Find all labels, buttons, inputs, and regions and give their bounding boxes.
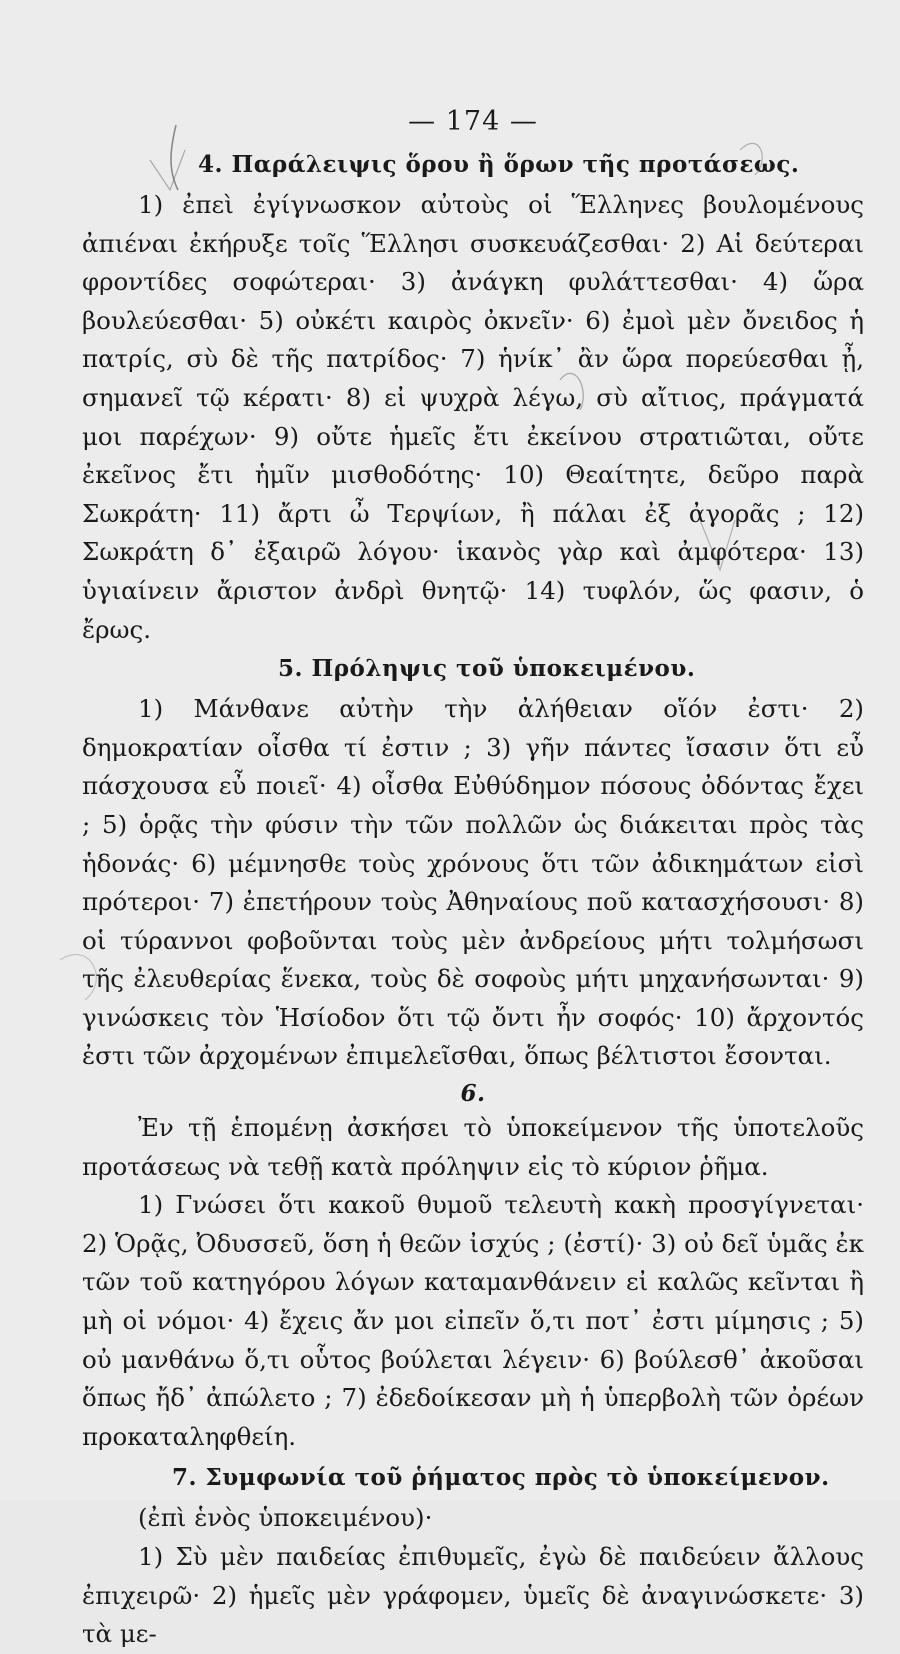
section-7-subheading: (ἐπὶ ἑνὸς ὑποκειμένου)· <box>138 1503 433 1533</box>
section-5-text: 1) Μάνθανε αὐτὴν τὴν ἀλήθειαν οἵόν ἐστι· 2) δημοκρατίαν οἶσθα τί ἐστιν ; 3) γῆν πάντες ἴσασιν ὅτι εὖ πάσχουσα εὖ ποιεῖ· 4) οἶσθα Εὐθύδημον πόσους ὀδόντας ἔχει ; 5) ὁρᾷς τὴν φύσιν τὴν τῶν πολλῶν ὡς διάκειται πρὸς τὰς ἡδονάς· 6) μέμνησθε τοὺς χρόνους ὅτι τῶν ἀδικημάτων εἰσὶ πρότεροι· 7) ἐπετήρουν τοὺς Ἀθηναίους ποῦ κατασχήσουσι· 8) οἱ τύραννοι φοβοῦνται τοὺς μὲν ἀνδρείους μήτι τολμήσωσι τῆς ἐλευθερίας ἕνεκα, τοὺς δὲ σοφοὺς μήτι μηχανήσωνται· 9) γινώσκεις τὸν Ἡσίοδον ὅτι τῷ ὄντι ἦν σοφός· 10) ἄρχοντός ἐστι τῶν ἀρχομένων ἐπιμελεῖσθαι, ὅπως βέλτιστοι ἔσονται. <box>82 694 864 1071</box>
section-7-text: 1) Σὺ μὲν παιδείας ἐπιθυμεῖς, ἐγὼ δὲ παιδεύειν ἄλλους ἐπιχειρῶ· 2) ἡμεῖς μὲν γράφομεν, ὑμεῖς δὲ ἀναγινώσκετε· 3) τὰ με- <box>82 1542 864 1649</box>
section-6-text: 1) Γνώσει ὅτι κακοῦ θυμοῦ τελευτὴ κακὴ προσγίγνεται· 2) Ὁρᾷς, Ὀδυσσεῦ, ὅση ἡ θεῶν ἰσχύς ; (ἐστί)· 3) οὐ δεῖ ὑμᾶς ἐκ τῶν τοῦ κατηγόρου λόγων καταμανθάνειν εἰ καλῶς κεῖνται ἢ μὴ οἱ νόμοι· 4) ἔχεις ἄν μοι εἰπεῖν ὅ,τι ποτ᾿ ἐστι μίμησις ; 5) οὐ μανθάνω ὅ,τι οὗτος βούλεται λέγειν· 6) βούλεσθ᾿ ἀκοῦσαι ὅπως ἤδ᾿ ἀπώλετο ; 7) ἐδεδοίκεσαν μὴ ἡ ὑπερβολὴ τῶν ὀρέων προκαταληφθείη. <box>82 1190 864 1451</box>
section-4-heading: 4. Παράλειψις ὅρου ἢ ὅρων τῆς προτάσεως. <box>198 151 800 178</box>
section-4-text: 1) ἐπεὶ ἐγίγνωσκον αὐτοὺς οἱ Ἕλληνες βουλομένους ἀπιέναι ἐκήρυξε τοῖς Ἕλλησι συσκευάζεσθαι· 2) Αἱ δεύτεραι φροντίδες σοφώτεραι· 3) ἀνάγκη φυλάττεσθαι· 4) ὥρα βουλεύεσθαι· 5) οὐκέτι καιρὸς ὀκνεῖν· 6) ἐμοὶ μὲν ὄνειδος ἡ πατρίς, σὺ δὲ τῆς πατρίδος· 7) ἡνίκ᾿ ἂν ὥρα πορεύεσθαι ᾖ, σημανεῖ τῷ κέρατι· 8) εἰ ψυχρὰ λέγω, σὺ αἴτιος, πράγματά μοι παρέχων· 9) οὔτε ἡμεῖς ἔτι ἐκείνου στρατιῶται, οὔτε ἐκεῖνος ἔτι ἡμῖν μισθοδότης· 10) Θεαίτητε, δεῦρο παρὰ Σωκράτη· 11) ἄρτι ὦ Τερψίων, ἢ πάλαι ἐξ ἀγορᾶς ; 12) Σωκράτη δ᾿ ἐξαιρῶ λόγου· ἱκανὸς γὰρ καὶ ἀμφότερα· 13) ὑγιαίνειν ἄριστον ἀνδρὶ θνητῷ· 14) τυφλόν, ὥς φασιν, ὁ ἔρως. <box>82 190 864 644</box>
section-7-heading: 7. Συμφωνία τοῦ ῥήματος πρὸς τὸ ὑποκείμενον. <box>172 1464 830 1492</box>
section-6-heading: 6. <box>460 1080 486 1108</box>
section-5-heading: 5. Πρόληψις τοῦ ὑποκειμένου. <box>278 655 696 683</box>
page-number: — 174 — <box>408 106 538 137</box>
section-6-intro: Ἐν τῇ ἑπομένῃ ἀσκήσει τὸ ὑποκείμενον τῆς ὑποτελοῦς προτάσεως νὰ τεθῇ κατὰ πρόληψιν εἰς τὸ κύριον ῥῆμα. <box>82 1113 864 1181</box>
